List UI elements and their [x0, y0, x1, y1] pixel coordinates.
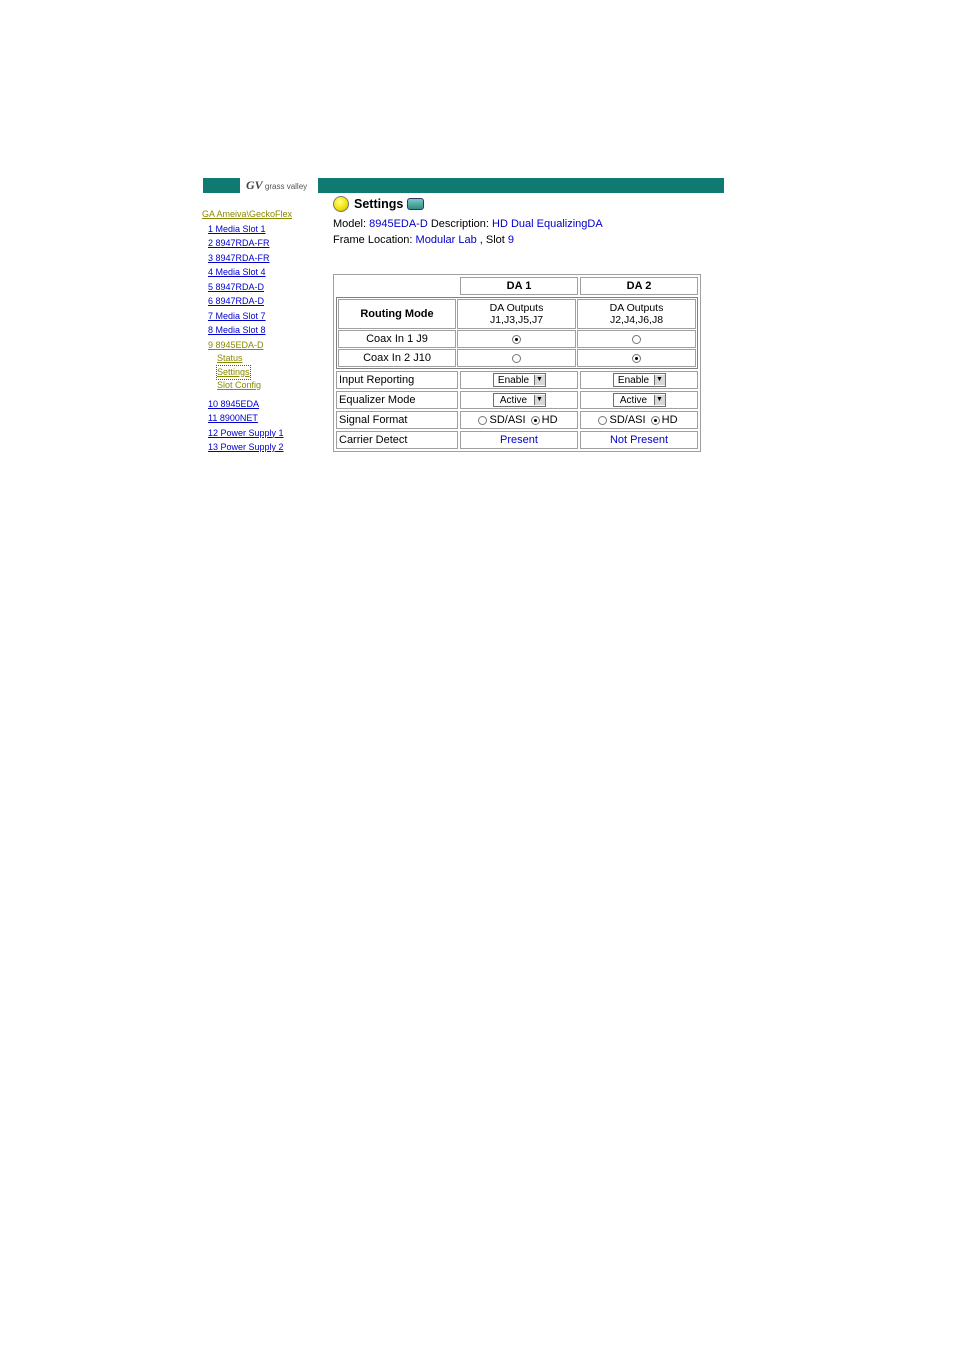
- model-value: 8945EDA-D: [369, 218, 428, 230]
- input-reporting-da2-value: Enable: [617, 374, 650, 386]
- slot-label: , Slot: [479, 234, 505, 246]
- frame-location-label: Frame Location:: [333, 234, 413, 246]
- page-title-row: [333, 195, 424, 213]
- nav-slot-6[interactable]: 6 8947RDA-D: [208, 296, 265, 306]
- nav-settings[interactable]: Settings: [217, 366, 250, 380]
- input-reporting-da2-select[interactable]: [613, 373, 666, 387]
- frame-location-line: [333, 234, 514, 246]
- header-blank: [336, 277, 458, 295]
- da1-outputs-title: DA Outputs: [489, 302, 544, 314]
- carrier-detect-label: Carrier Detect: [336, 431, 458, 449]
- da2-hd-label: HD: [661, 414, 678, 427]
- grass-valley-logo: [240, 178, 318, 193]
- da2-outputs-jacks: J2,J4,J6,J8: [609, 314, 664, 326]
- da2-outputs: [577, 299, 696, 329]
- signal-format-da2-cell: [580, 411, 698, 429]
- da2-outputs-title: DA Outputs: [609, 302, 664, 314]
- refresh-icon[interactable]: [407, 198, 424, 210]
- chevron-down-icon: ▼: [534, 395, 545, 405]
- settings-table: [333, 274, 701, 452]
- nav-frame-root[interactable]: GA Ameiva\GeckoFlex: [202, 209, 293, 219]
- chevron-down-icon: ▼: [654, 395, 665, 405]
- col-da1-header: DA 1: [460, 277, 578, 295]
- signal-format-da1-cell: [460, 411, 578, 429]
- nav-slot-7[interactable]: 7 Media Slot 7: [208, 310, 266, 321]
- input-reporting-da2-cell: [580, 371, 698, 389]
- header-bar-right: [318, 178, 724, 193]
- nav-slot-13[interactable]: 13 Power Supply 2: [208, 442, 284, 452]
- slot-value: 9: [507, 234, 515, 246]
- nav-status[interactable]: Status: [217, 353, 243, 363]
- nav-slot-1[interactable]: 1 Media Slot 1: [208, 223, 266, 234]
- frame-location-value: Modular Lab: [415, 234, 477, 246]
- navigation-tree: [202, 207, 292, 455]
- da1-sdasi-radio[interactable]: [478, 416, 487, 425]
- nav-slot-3[interactable]: 3 8947RDA-FR: [208, 252, 270, 263]
- coax1-da2-cell: [577, 330, 696, 348]
- description-label: Description:: [430, 218, 489, 230]
- da1-hd-label: HD: [541, 414, 558, 427]
- coax1-da2-radio[interactable]: [632, 335, 641, 344]
- equalizer-da2-value: Active: [619, 394, 648, 406]
- nav-slot-11[interactable]: 11 8900NET: [208, 413, 258, 423]
- logo-mark: GV: [246, 178, 263, 192]
- model-label: Model:: [333, 218, 367, 230]
- da2-sdasi-radio[interactable]: [598, 416, 607, 425]
- da1-outputs-jacks: J1,J3,J5,J7: [489, 314, 544, 326]
- da1-outputs: [457, 299, 576, 329]
- nav-slot-2[interactable]: 2 8947RDA-FR: [208, 238, 270, 248]
- nav-slot-9[interactable]: 9 8945EDA-D: [208, 339, 264, 350]
- da1-hd-radio[interactable]: [531, 416, 540, 425]
- input-reporting-da1-value: Enable: [497, 374, 530, 386]
- da2-hd-radio[interactable]: [651, 416, 660, 425]
- equalizer-da1-select[interactable]: [493, 393, 546, 407]
- nav-slot-12[interactable]: 12 Power Supply 1: [208, 427, 284, 438]
- coax1-da1-cell: [457, 330, 576, 348]
- coax-in-1-label: Coax In 1 J9: [338, 330, 456, 348]
- nav-slot-config[interactable]: Slot Config: [217, 380, 262, 390]
- coax2-da1-cell: [457, 349, 576, 367]
- coax2-da2-cell: [577, 349, 696, 367]
- coax1-da1-radio[interactable]: [512, 335, 521, 344]
- logo-text: grass valley: [264, 182, 308, 191]
- carrier-da1-status: Present: [460, 431, 578, 449]
- chevron-down-icon: ▼: [654, 375, 665, 385]
- coax2-da2-radio[interactable]: [632, 354, 641, 363]
- nav-slot-10[interactable]: 10 8945EDA: [208, 398, 260, 409]
- col-da2-header: DA 2: [580, 277, 698, 295]
- equalizer-da1-value: Active: [499, 394, 528, 406]
- da1-sdasi-label: SD/ASI: [489, 414, 526, 427]
- carrier-da2-status: Not Present: [580, 431, 698, 449]
- input-reporting-da1-cell: [460, 371, 578, 389]
- description-value: HD Dual EqualizingDA: [492, 218, 603, 230]
- signal-format-label: Signal Format: [336, 411, 458, 429]
- header-bar: [203, 178, 724, 193]
- routing-table: [336, 297, 698, 369]
- nav-slot-5[interactable]: 5 8947RDA-D: [208, 281, 265, 292]
- chevron-down-icon: ▼: [534, 375, 545, 385]
- coax-in-2-label: Coax In 2 J10: [338, 349, 456, 367]
- da2-sdasi-label: SD/ASI: [609, 414, 646, 427]
- model-line: [333, 218, 603, 230]
- coax2-da1-radio[interactable]: [512, 354, 521, 363]
- equalizer-da1-cell: [460, 391, 578, 409]
- nav-slot-4[interactable]: 4 Media Slot 4: [208, 267, 266, 277]
- equalizer-da2-select[interactable]: [613, 393, 666, 407]
- routing-mode-label: Routing Mode: [338, 299, 456, 329]
- page-title: Settings: [354, 197, 404, 211]
- equalizer-da2-cell: [580, 391, 698, 409]
- status-light-icon: [333, 196, 349, 212]
- header-bar-left: [203, 178, 240, 193]
- input-reporting-label: Input Reporting: [336, 371, 458, 389]
- nav-slot-8[interactable]: 8 Media Slot 8: [208, 325, 266, 335]
- input-reporting-da1-select[interactable]: [493, 373, 546, 387]
- equalizer-mode-label: Equalizer Mode: [336, 391, 458, 409]
